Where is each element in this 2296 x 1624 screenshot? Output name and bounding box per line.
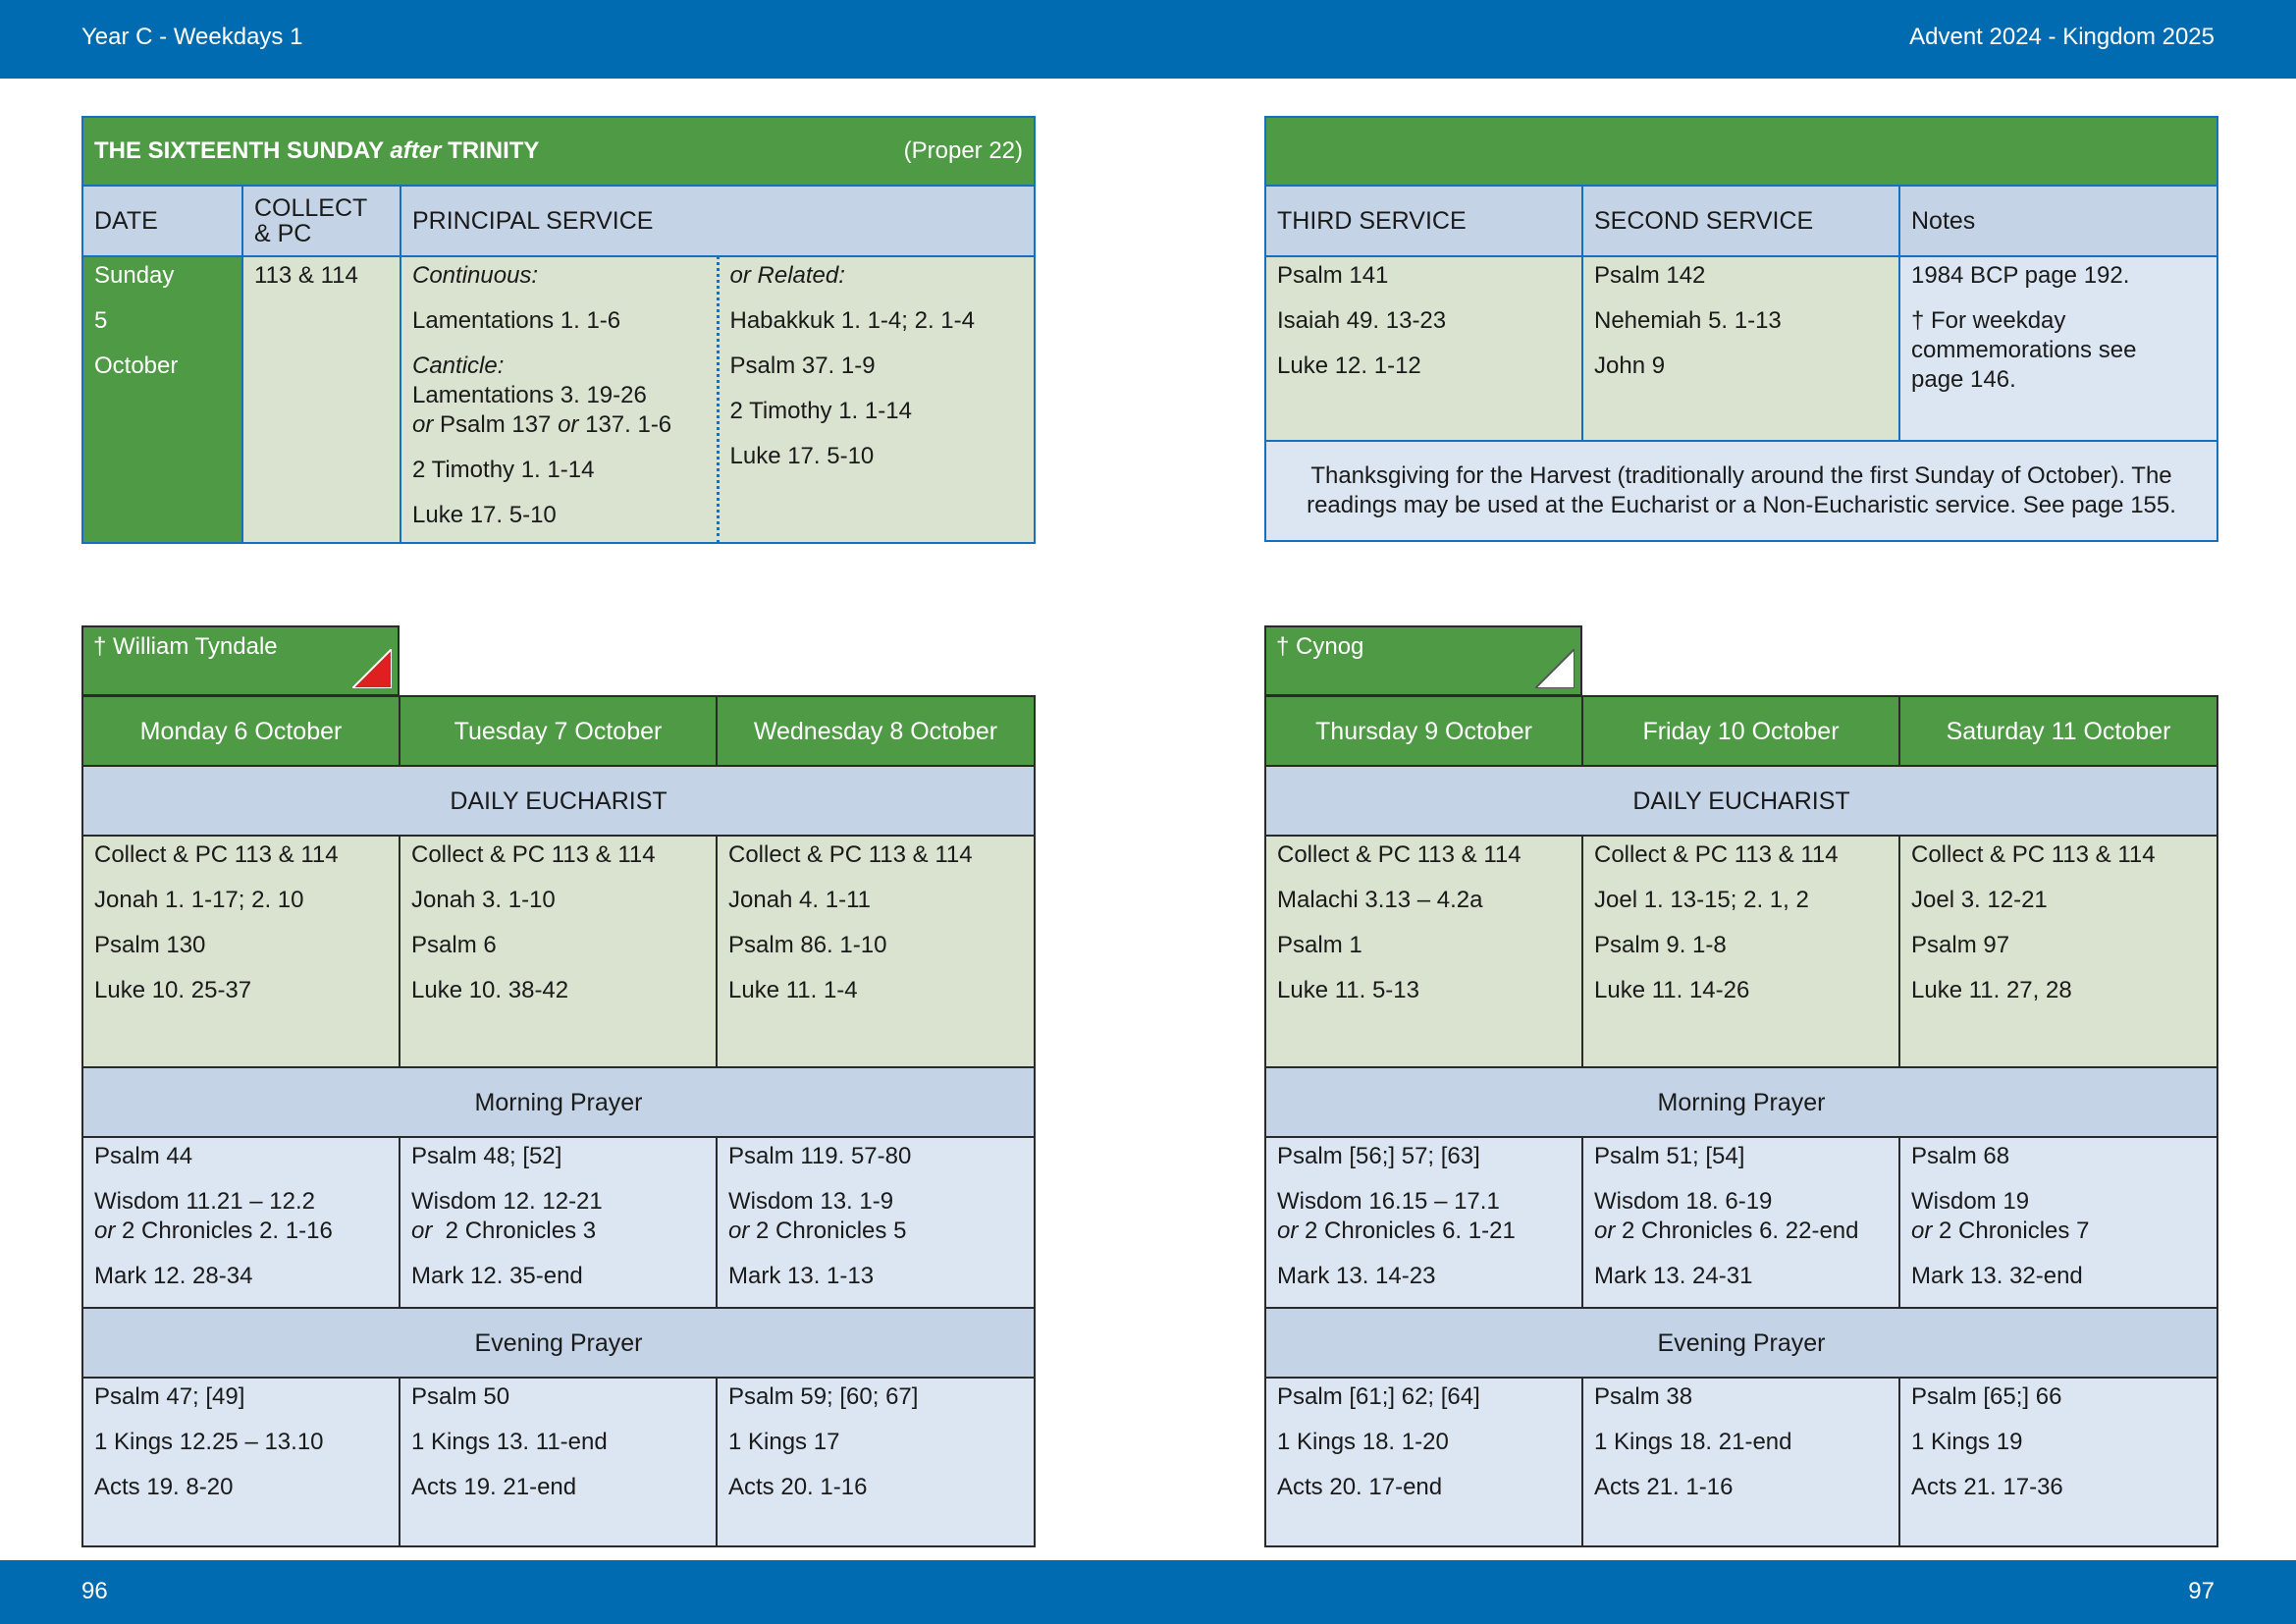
day-header-row	[1265, 696, 2217, 766]
col-principal: PRINCIPAL SERVICE	[400, 186, 1035, 256]
third-service-readings	[1265, 256, 1582, 441]
sunday-title	[82, 117, 1035, 186]
commemoration-tab-right	[1264, 625, 1582, 696]
reading: Mark 12. 35-end	[411, 1263, 583, 1289]
alt-reading: 2 Chronicles 5	[749, 1218, 907, 1244]
reading: Psalm 68	[1911, 1143, 2010, 1169]
evening-cell	[400, 1378, 717, 1546]
reading: Jonah 4. 1-11	[728, 887, 871, 913]
eucharist-band	[1265, 766, 2217, 836]
related-reading: Luke 17. 5-10	[729, 443, 875, 469]
sunday-table	[81, 116, 1036, 544]
morning-cell	[1582, 1137, 1899, 1308]
notes-commemorations: † For weekday commemorations see page 146.	[1911, 307, 2137, 393]
canticle-reading: Lamentations 3. 19-26	[412, 382, 647, 408]
reading: Psalm 48; [52]	[411, 1143, 562, 1169]
bottom-bar	[0, 1560, 2296, 1624]
reading: Psalm 51; [54]	[1594, 1143, 1745, 1169]
title-end: TRINITY	[441, 137, 540, 164]
sunday-body-row	[82, 256, 1035, 543]
reading: Mark 13. 14-23	[1277, 1263, 1436, 1289]
morning-row	[82, 1137, 1035, 1308]
reading: Mark 13. 32-end	[1911, 1263, 2083, 1289]
reading: Jonah 1. 1-17; 2. 10	[94, 887, 304, 913]
reading: Psalm 59; [60; 67]	[728, 1383, 919, 1410]
services-header-row	[1265, 186, 2217, 256]
reading: Psalm 6	[411, 932, 497, 958]
reading: Psalm 44	[94, 1143, 193, 1169]
reading: Psalm 9. 1-8	[1594, 932, 1727, 958]
reading-alt	[411, 1217, 705, 1246]
reading: Mark 13. 1-13	[728, 1263, 875, 1289]
notes-cell	[1899, 256, 2217, 441]
reading: Wisdom 16.15 – 17.1	[1277, 1188, 1500, 1215]
reading: Collect & PC 113 & 114	[1277, 841, 1522, 868]
reading: Luke 11. 27, 28	[1911, 977, 2072, 1003]
second-service-readings	[1582, 256, 1899, 441]
evening-prayer-label: Evening Prayer	[82, 1308, 1035, 1378]
col-second-service: SECOND SERVICE	[1582, 186, 1899, 256]
evening-cell	[1899, 1378, 2217, 1546]
morning-band	[1265, 1067, 2217, 1137]
alt-reading: 2 Chronicles 3	[432, 1218, 597, 1244]
reading: 1 Kings 18. 21-end	[1594, 1429, 1792, 1455]
date-month: October	[94, 352, 179, 379]
morning-prayer-label: Morning Prayer	[82, 1067, 1035, 1137]
morning-cell	[1899, 1137, 2217, 1308]
eucharist-cell	[1582, 836, 1899, 1067]
reading: Acts 19. 21-end	[411, 1474, 577, 1500]
reading: Wisdom 19	[1911, 1188, 2030, 1215]
services-title-blank	[1265, 117, 2217, 186]
reading: 1 Kings 18. 1-20	[1277, 1429, 1449, 1455]
evening-prayer-label: Evening Prayer	[1265, 1308, 2217, 1378]
alt-reading: 2 Chronicles 6. 22-end	[1615, 1218, 1859, 1244]
title-main: THE SIXTEENTH SUNDAY	[94, 137, 391, 164]
reading: Acts 19. 8-20	[94, 1474, 234, 1500]
sunday-collect	[242, 256, 400, 543]
reading: Mark 12. 28-34	[94, 1263, 253, 1289]
day-header: Wednesday 8 October	[717, 696, 1035, 766]
reading: Psalm 38	[1594, 1383, 1693, 1410]
morning-cell	[400, 1137, 717, 1308]
eucharist-band	[82, 766, 1035, 836]
reading: Psalm [56;] 57; [63]	[1277, 1143, 1480, 1169]
morning-cell	[82, 1137, 400, 1308]
col-notes: Notes	[1899, 186, 2217, 256]
related-reading: 2 Timothy 1. 1-14	[729, 398, 912, 424]
page-number-left: 96	[81, 1578, 108, 1604]
or-italic: or	[728, 1218, 750, 1244]
red-feast-triangle-icon	[352, 649, 392, 688]
eucharist-cell	[1265, 836, 1582, 1067]
alt-reading: 2 Chronicles 7	[1932, 1218, 2090, 1244]
reading: Joel 3. 12-21	[1911, 887, 2048, 913]
harvest-note	[1265, 441, 2217, 541]
morning-row	[1265, 1137, 2217, 1308]
continuous-reading-3: Luke 17. 5-10	[412, 502, 557, 528]
collect-value: 113 & 114	[254, 262, 358, 289]
reading: Isaiah 49. 13-23	[1277, 307, 1447, 334]
day-header: Monday 6 October	[82, 696, 400, 766]
reading: Collect & PC 113 & 114	[94, 841, 339, 868]
reading: Psalm 50	[411, 1383, 510, 1410]
canticle-label: Canticle:	[412, 352, 505, 379]
reading: Psalm 119. 57-80	[728, 1143, 912, 1169]
morning-cell	[717, 1137, 1035, 1308]
reading: Psalm 1	[1277, 932, 1362, 958]
reading: Luke 11. 5-13	[1277, 977, 1419, 1003]
reading: Psalm [65;] 66	[1911, 1383, 2062, 1410]
date-day: Sunday	[94, 262, 175, 289]
reading: Collect & PC 113 & 114	[1594, 841, 1839, 868]
week-left-table	[81, 695, 1036, 1547]
reading: Joel 1. 13-15; 2. 1, 2	[1594, 887, 1809, 913]
col-collect	[242, 186, 400, 256]
continuous-label: Continuous:	[412, 262, 539, 289]
reading: 1 Kings 13. 11-end	[411, 1429, 608, 1455]
reading: Luke 10. 38-42	[411, 977, 569, 1003]
eucharist-row	[1265, 836, 2217, 1067]
eucharist-label: DAILY EUCHARIST	[82, 766, 1035, 836]
continuous-reading-1: Lamentations 1. 1-6	[412, 307, 621, 334]
reading: Acts 20. 1-16	[728, 1474, 868, 1500]
services-body-row	[1265, 256, 2217, 441]
evening-cell	[717, 1378, 1035, 1546]
reading: Wisdom 18. 6-19	[1594, 1188, 1773, 1215]
related-readings	[718, 256, 1035, 543]
alt-reading: 2 Chronicles 6. 1-21	[1298, 1218, 1516, 1244]
sunday-title-row	[82, 117, 1035, 186]
commemoration-label: † William Tyndale	[93, 633, 278, 660]
col-third-service: THIRD SERVICE	[1265, 186, 1582, 256]
reading: Psalm 130	[94, 932, 206, 958]
reading: 1 Kings 17	[728, 1429, 840, 1455]
reading: Luke 11. 14-26	[1594, 977, 1750, 1003]
header-left-text: Year C - Weekdays 1	[81, 24, 303, 50]
day-header: Thursday 9 October	[1265, 696, 1582, 766]
reading: Collect & PC 113 & 114	[728, 841, 973, 868]
commemoration-label: † Cynog	[1276, 633, 1364, 660]
evening-row	[82, 1378, 1035, 1546]
reading-alt	[1594, 1217, 1888, 1246]
evening-cell	[1582, 1378, 1899, 1546]
white-feast-triangle-icon	[1535, 649, 1575, 688]
morning-band	[82, 1067, 1035, 1137]
or-italic: or	[1277, 1218, 1299, 1244]
col-collect-1: COLLECT	[254, 194, 368, 222]
reading: Collect & PC 113 & 114	[411, 841, 656, 868]
reading: Nehemiah 5. 1-13	[1594, 307, 1782, 334]
or-italic: or	[94, 1218, 116, 1244]
reading: Luke 12. 1-12	[1277, 352, 1421, 379]
col-date: DATE	[82, 186, 242, 256]
header-right-text: Advent 2024 - Kingdom 2025	[1909, 24, 2215, 50]
reading: Psalm 142	[1594, 262, 1706, 289]
harvest-row	[1265, 441, 2217, 541]
evening-cell	[82, 1378, 400, 1546]
reading: Psalm 47; [49]	[94, 1383, 245, 1410]
eucharist-cell	[1899, 836, 2217, 1067]
or-italic: or	[412, 411, 434, 438]
reading: Psalm 97	[1911, 932, 2010, 958]
day-header: Tuesday 7 October	[400, 696, 717, 766]
canticle-alt-psalm: Psalm 137	[433, 411, 559, 438]
evening-row	[1265, 1378, 2217, 1546]
reading: Acts 20. 17-end	[1277, 1474, 1443, 1500]
or-italic: or	[411, 1218, 433, 1244]
reading: Psalm [61;] 62; [64]	[1277, 1383, 1480, 1410]
evening-band	[82, 1308, 1035, 1378]
reading: Wisdom 13. 1-9	[728, 1188, 894, 1215]
related-reading: Psalm 37. 1-9	[729, 352, 876, 379]
day-header: Friday 10 October	[1582, 696, 1899, 766]
reading: Acts 21. 17-36	[1911, 1474, 2063, 1500]
reading: 1 Kings 12.25 – 13.10	[94, 1429, 324, 1455]
continuous-readings	[400, 256, 718, 543]
reading: Psalm 141	[1277, 262, 1389, 289]
services-title-row	[1265, 117, 2217, 186]
reading-alt	[728, 1217, 1023, 1246]
or-italic: or	[1594, 1218, 1616, 1244]
reading: Wisdom 12. 12-21	[411, 1188, 603, 1215]
page-number-right: 97	[2188, 1578, 2215, 1604]
eucharist-cell	[717, 836, 1035, 1067]
related-label: or Related:	[729, 262, 845, 289]
related-reading: Habakkuk 1. 1-4; 2. 1-4	[729, 307, 975, 334]
eucharist-cell	[400, 836, 717, 1067]
reading: Luke 11. 1-4	[728, 977, 858, 1003]
week-right-table	[1264, 695, 2218, 1547]
reading: Mark 13. 24-31	[1594, 1263, 1753, 1289]
reading: 1 Kings 19	[1911, 1429, 2023, 1455]
sunday-date	[82, 256, 242, 543]
evening-band	[1265, 1308, 2217, 1378]
reading-alt	[94, 1217, 388, 1246]
proper-number: (Proper 22)	[903, 137, 1024, 164]
morning-prayer-label: Morning Prayer	[1265, 1067, 2217, 1137]
services-table	[1264, 116, 2218, 542]
harvest-text: Thanksgiving for the Harvest (traditionally around the first Sunday of October). The readings may be used at the Eucharist or a Non-Eucharistic service. See page 155.	[1307, 462, 2176, 518]
reading: Luke 10. 25-37	[94, 977, 252, 1003]
reading-alt	[1277, 1217, 1571, 1246]
reading: Jonah 3. 1-10	[411, 887, 556, 913]
top-bar	[0, 0, 2296, 79]
col-collect-2: & PC	[254, 220, 312, 247]
or-italic: or	[558, 411, 579, 438]
sunday-header-row	[82, 186, 1035, 256]
reading: Wisdom 11.21 – 12.2	[94, 1188, 316, 1215]
continuous-reading-2: 2 Timothy 1. 1-14	[412, 457, 595, 483]
notes-bcp: 1984 BCP page 192.	[1911, 262, 2130, 289]
canticle-alt	[412, 410, 706, 440]
evening-cell	[1265, 1378, 1582, 1546]
title-italic: after	[390, 137, 442, 164]
date-number: 5	[94, 307, 108, 334]
eucharist-row	[82, 836, 1035, 1067]
reading: John 9	[1594, 352, 1666, 379]
reading: Malachi 3.13 – 4.2a	[1277, 887, 1483, 913]
commemoration-tab-left	[81, 625, 400, 696]
reading: Collect & PC 113 & 114	[1911, 841, 2156, 868]
or-italic: or	[1911, 1218, 1933, 1244]
day-header: Saturday 11 October	[1899, 696, 2217, 766]
alt-reading: 2 Chronicles 2. 1-16	[115, 1218, 333, 1244]
eucharist-cell	[82, 836, 400, 1067]
eucharist-label: DAILY EUCHARIST	[1265, 766, 2217, 836]
morning-cell	[1265, 1137, 1582, 1308]
day-header-row	[82, 696, 1035, 766]
reading: Acts 21. 1-16	[1594, 1474, 1734, 1500]
reading: Psalm 86. 1-10	[728, 932, 887, 958]
canticle-alt-verses: 137. 1-6	[578, 411, 672, 438]
reading-alt	[1911, 1217, 2206, 1246]
